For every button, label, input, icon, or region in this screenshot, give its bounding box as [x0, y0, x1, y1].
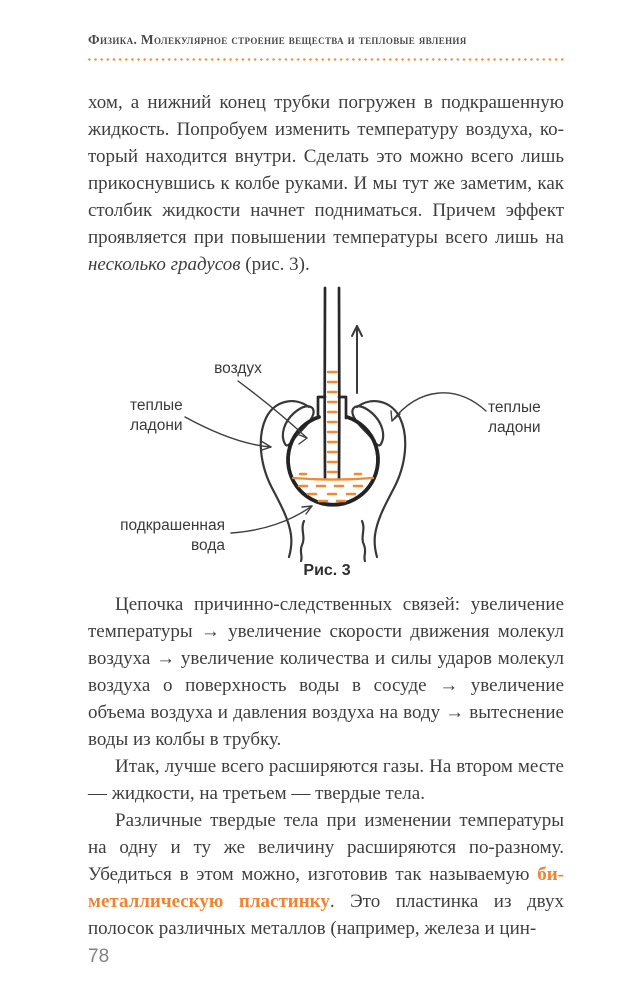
leader-warm-right [391, 393, 486, 421]
leader-air [238, 381, 307, 444]
page-number: 78 [88, 946, 110, 967]
label-colored-water-line2: вода [190, 537, 225, 554]
paragraph [88, 89, 564, 278]
text-run: Итак, лучше всего расширяются газы. На втором месте — жидкости, на третьем — твердые тела. [88, 756, 564, 804]
paragraph [88, 807, 564, 942]
label-warm-palms-right-line2: ладони [488, 419, 541, 436]
tube-liquid-ticks [328, 372, 337, 472]
body-text-bottom [88, 591, 564, 942]
running-head: Физика. Молекулярное строение вещества и тепловые явления [88, 32, 467, 47]
label-warm-palms-left-line1: теплые [130, 397, 183, 414]
body-text-top [88, 89, 564, 278]
figure-caption: Рис. 3 [303, 562, 351, 579]
water-surface [293, 478, 373, 480]
figure-flask-experiment [88, 285, 632, 581]
text-run-italic: несколько градусов [88, 254, 241, 275]
label-warm-palms-right-line1: теплые [488, 399, 541, 416]
text-run: Различные твердые тела при изменении температуры на одну и ту же величину расширяются по-разному. Убедиться в этом можно, изготовив так называемую [88, 810, 564, 885]
dotted-rule [88, 58, 565, 61]
text-run: (рис. 3). [240, 254, 310, 275]
label-colored-water-line1: подкрашенная [120, 517, 225, 534]
text-run-accent: биметаллическую пластинку [88, 864, 564, 912]
text-run: хом, а нижний конец трубки погружен в подкрашенную жидкость. Попробуем изменить температуру воздуха, который находится внутри. Сделать это можно всего лишь прикоснувшись к колбе руками. И мы тут же заметим, как столбик жидкости начнет подниматься. Причем эффект проявляется при повышении температуры всего лишь на [88, 92, 564, 248]
label-warm-palms-left-line2: ладони [130, 417, 183, 434]
leader-water [231, 506, 312, 533]
paragraph [88, 591, 564, 753]
text-run: Цепочка причинно-следственных связей: увеличение температуры → увеличение скорости движения молекул воздуха → увеличение количества и силы ударов молекул воздуха о поверхность воды в сосуде → увеличение объема воздуха и давления воздуха на воду → вытеснение воды из колбы в трубку. [88, 594, 564, 750]
leader-warm-left [185, 417, 271, 450]
up-arrow-icon [352, 326, 362, 393]
figure-drawing [88, 285, 564, 581]
flask-neck [318, 397, 346, 418]
label-air: воздух [214, 360, 262, 377]
text-run: . Это пластинка из двух полосок различных металлов (например, железа и цин- [88, 891, 564, 939]
paragraph [88, 753, 564, 807]
